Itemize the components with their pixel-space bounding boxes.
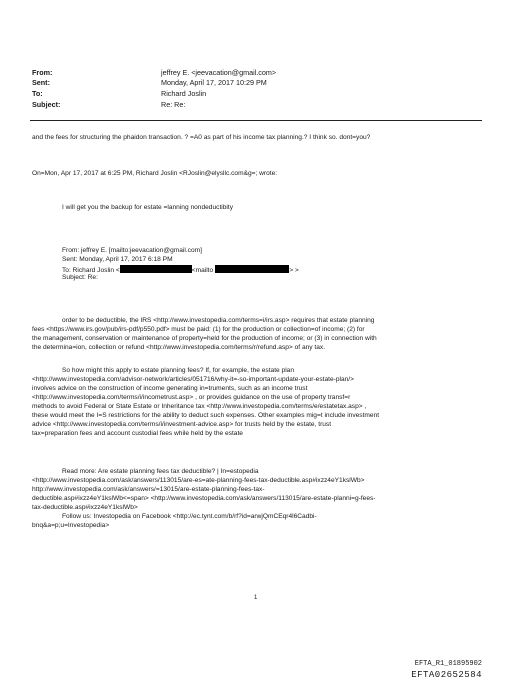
paragraph1-line: fees <https://www.irs.gov/pub/irs-pdf/p550.pdf> must be paid: (1) for the production or collection=of income; (2) for	[32, 326, 365, 333]
redaction-block	[215, 265, 289, 273]
page-number: 1	[254, 595, 258, 601]
paragraph2-line: <http://www.investopedia.com/advisor-network/articles/051716/why-it=-so-important-update-your-estate-plan/>	[32, 376, 354, 383]
reply-line: and the fees for structuring the phaidon transaction. ? =A0 as part of his income tax planning.? I think so. dont=you?	[32, 134, 371, 141]
paragraph1-line: the determina=ion, collection or refund <http://www.investopedia.com/terms/r/refund.asp> of any tax.	[32, 344, 326, 351]
paragraph2-line: tax=preparation fees and account custodial fees while held by the estate	[32, 430, 243, 437]
paragraph2-line: these would meet the I=S restrictions for the ability to deduct such expenses. Other examples mig=t include investment	[32, 412, 380, 419]
paragraph3-line: deductible.asp#ixzz4eY1kslWb<=span> <http://www.investopedia.com/ask/answers/113015/are-estate-planni=g-fees-	[32, 495, 376, 502]
paragraph2-line: So how might this apply to estate planning fees? If, for example, the estate plan	[62, 367, 295, 374]
backup-line: I will get you the backup for estate =lanning nondeductibity	[62, 204, 233, 211]
bates-number-large: EFTA02652584	[411, 670, 482, 680]
from-value: jeffrey E. <jeevacation@gmail.com>	[161, 68, 277, 77]
paragraph2-line: methods to avoid Federal or State Estate or Inheritance tax <http://www.investopedia.com/terms/e/estatetax.asp> ,	[32, 403, 367, 410]
subject-label: Subject:	[32, 100, 61, 109]
subject-value: Re: Re:	[161, 100, 186, 109]
quoted-to-suffix: > >	[289, 267, 299, 274]
quoted-sent: Sent: Monday, April 17, 2017 6:18 PM	[62, 256, 173, 263]
bates-number-small: EFTA_R1_01895902	[414, 660, 482, 668]
paragraph2-line: advice <http://www.investopedia.com/terms/i/investment-advice.asp> for trusts held by the estate, trust	[32, 421, 332, 428]
quoted-to-prefix: To: Richard Joslin <	[62, 267, 120, 274]
to-value: Richard Joslin	[161, 89, 207, 98]
to-label: To:	[32, 89, 43, 98]
quoted-to-mailto: <mailto	[191, 267, 214, 274]
paragraph3-line: bnq&a=p;u=Investopedia>	[32, 522, 110, 529]
on-wrote-line: On=Mon, Apr 17, 2017 at 6:25 PM, Richard Joslin <RJoslin@elysllc.com&g=; wrote:	[32, 170, 278, 177]
paragraph3-line: <http://www.investopedia.com/ask/answers/113015/are-es=ate-planning-fees-tax-deductible.asp#ixzz4eY1kslWb>	[32, 477, 365, 484]
paragraph3-line: Follow us: Investopedia on Facebook <http://ec.tynt.com/b/rf?id=arwjQmCEqr4l6Cadbi-	[62, 513, 317, 520]
redaction-block	[120, 265, 192, 273]
quoted-from: From: jeffrey E. [mailto:jeevacation@gmail.com]	[62, 247, 202, 254]
paragraph1-line: the management, conservation or maintenance of property=held for the production of income; or (3) in connection with	[32, 335, 377, 342]
from-label: From:	[32, 68, 53, 77]
paragraph3-line: tax-deductible.asp#ixzz4eY1kslWb>	[32, 504, 138, 511]
header-divider	[30, 120, 482, 121]
paragraph1-line: order to be deductible, the IRS <http://www.investopedia.com/terms=i/irs.asp> requires that estate planning	[62, 317, 375, 324]
quoted-subject: Subject: Re:	[62, 274, 98, 281]
paragraph3-line: Read more: Are estate planning fees tax deductible? | In=estopedia	[62, 468, 259, 475]
sent-label: Sent:	[32, 78, 50, 87]
paragraph2-line: <http://www.investopedia.com/terms/i/incometrust.asp> , or provides guidance on the use of property transf=r	[32, 394, 351, 401]
sent-value: Monday, April 17, 2017 10:29 PM	[161, 78, 267, 87]
paragraph2-line: involves advice on the construction of income generating in=truments, such as an income trust	[32, 385, 308, 392]
paragraph3-line: http://www.investopedia.com/ask/answers/=13015/are-estate-planning-fees-tax-	[32, 486, 265, 493]
